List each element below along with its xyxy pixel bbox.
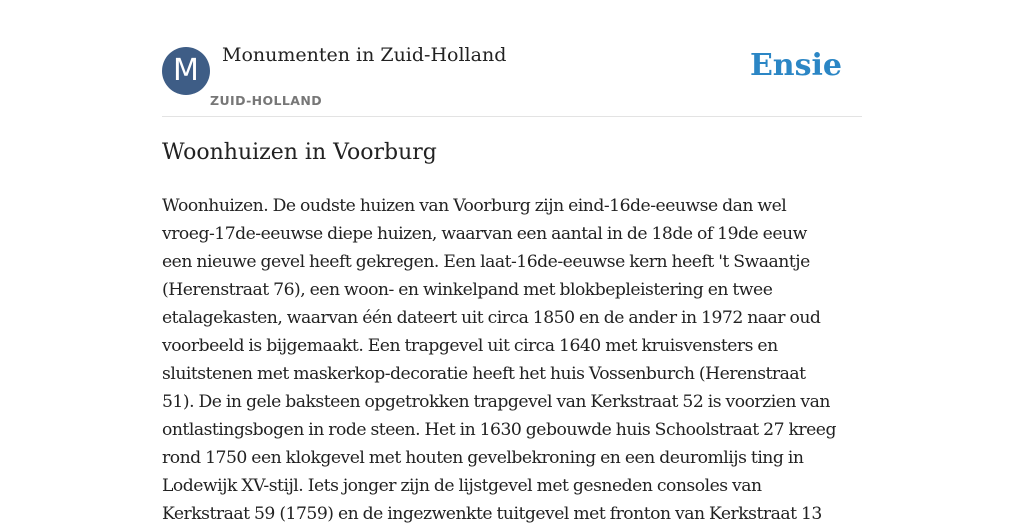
- body-line: ontlastingsbogen in rode steen. Het in 1630 gebouwde huis Schoolstraat 27 kreeg: [162, 420, 836, 440]
- body-line: voorbeeld is bijgemaakt. Een trapgevel uit circa 1640 met kruisvensters en: [162, 336, 778, 356]
- body-line: Kerkstraat 59 (1759) en de ingezwenkte tuitgevel met fronton van Kerkstraat 13: [162, 504, 822, 524]
- article-body: [162, 192, 862, 528]
- body-line: 51). De in gele baksteen opgetrokken trapgevel van Kerkstraat 52 is voorzien van: [162, 392, 830, 412]
- avatar[interactable]: M: [162, 47, 210, 95]
- article-title: Woonhuizen in Voorburg: [162, 140, 437, 165]
- source-title-link[interactable]: Monumenten in Zuid-Holland: [222, 44, 507, 66]
- body-line: rond 1750 een klokgevel met houten gevelbekroning en een deuromlijs ting in: [162, 448, 804, 468]
- header: [162, 0, 862, 117]
- brand-logo[interactable]: Ensie: [749, 48, 842, 83]
- body-line: Woonhuizen. De oudste huizen van Voorburg zijn eind-16de-eeuwse dan wel: [162, 196, 787, 216]
- category-link[interactable]: ZUID-HOLLAND: [210, 93, 322, 108]
- body-line: sluitstenen met maskerkop-decoratie heeft het huis Vossenburch (Herenstraat: [162, 364, 806, 384]
- body-line: etalagekasten, waarvan één dateert uit circa 1850 en de ander in 1972 naar oud: [162, 308, 821, 328]
- body-line: Lodewijk XV-stijl. Iets jonger zijn de lijstgevel met gesneden consoles van: [162, 476, 762, 496]
- body-line: vroeg-17de-eeuwse diepe huizen, waarvan een aantal in de 18de of 19de eeuw: [162, 224, 807, 244]
- body-line: een nieuwe gevel heeft gekregen. Een laat-16de-eeuwse kern heeft 't Swaantje: [162, 252, 810, 272]
- body-line: (Herenstraat 76), een woon- en winkelpand met blokbepleistering en twee: [162, 280, 773, 300]
